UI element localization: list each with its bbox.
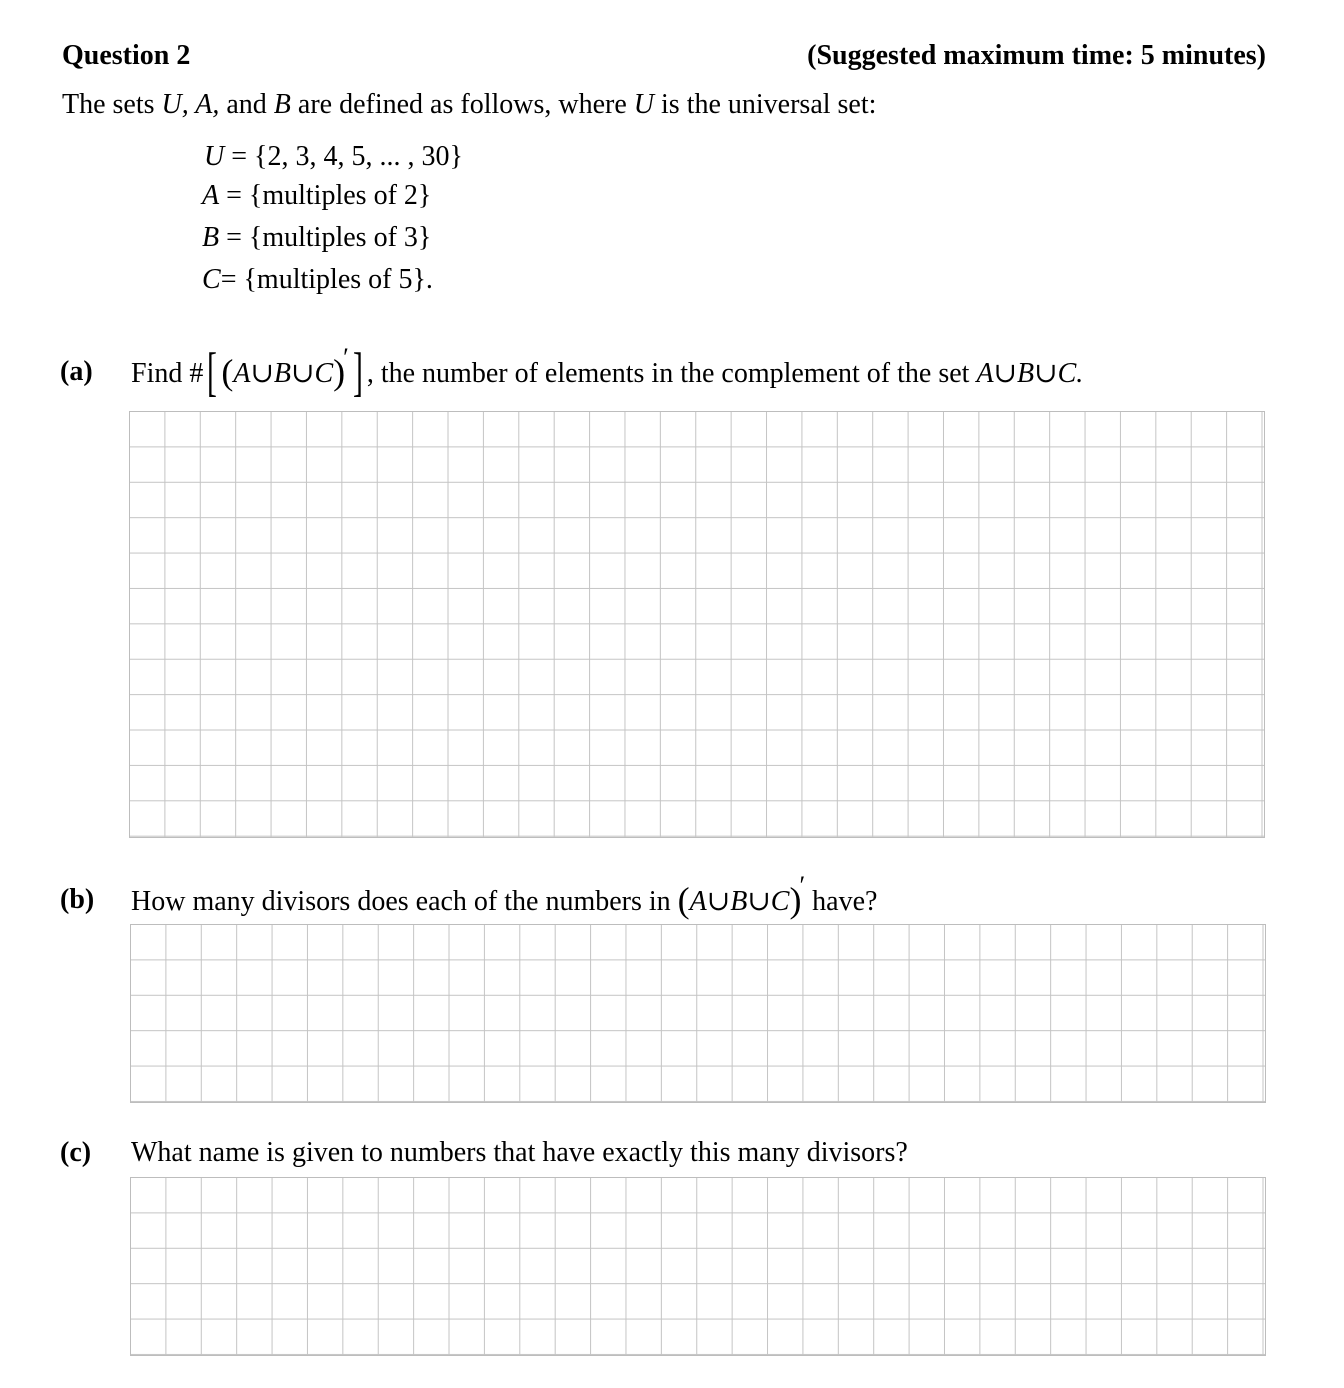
definition-var: B bbox=[202, 222, 220, 253]
intro-text-3: are defined as follows, where bbox=[290, 89, 634, 120]
definition-var: C bbox=[202, 264, 221, 295]
part-a-label: (a) bbox=[60, 356, 93, 387]
definition-c bbox=[202, 264, 433, 296]
definition-a bbox=[202, 180, 431, 212]
question-title: Question 2 bbox=[62, 40, 191, 71]
definition-rhs: {multiples of 3} bbox=[248, 222, 432, 253]
intro-text-2: and bbox=[219, 89, 274, 120]
definition-eq: = bbox=[219, 180, 249, 211]
definition-u bbox=[204, 141, 463, 173]
part-a-question: Find #[ (A∪B∪C)′] , the number of elements in the complement of the set A∪B∪C. bbox=[131, 342, 1084, 402]
part-a-expression-end: A∪B∪C. bbox=[976, 358, 1084, 389]
part-b-question: How many divisors does each of the numbers in (A∪B∪C)′ have? bbox=[131, 871, 878, 920]
definition-eq: = bbox=[219, 222, 249, 253]
definition-rhs: {multiples of 5}. bbox=[243, 264, 433, 295]
intro-var-b: B bbox=[273, 89, 291, 120]
part-b-expression: A∪B∪C bbox=[689, 886, 790, 917]
answer-grid-b[interactable] bbox=[130, 924, 1266, 1103]
part-b-label: (b) bbox=[60, 884, 95, 915]
intro-var-u: U bbox=[633, 89, 655, 120]
definition-rhs: {2, 3, 4, 5, ... , 30} bbox=[254, 141, 463, 172]
part-a-text-2: , the number of elements in the complement of the set bbox=[366, 358, 977, 389]
definition-var: A bbox=[202, 180, 220, 211]
answer-grid-a[interactable] bbox=[129, 411, 1265, 838]
intro-text-1: The sets bbox=[62, 89, 162, 120]
part-c-label: (c) bbox=[60, 1137, 92, 1168]
part-b-text-2: have? bbox=[805, 886, 878, 917]
definition-b bbox=[202, 222, 431, 254]
intro-vars: U, A, bbox=[161, 89, 220, 120]
definition-eq: = bbox=[224, 141, 255, 172]
intro-text bbox=[62, 89, 876, 121]
part-c-question: What name is given to numbers that have exactly this many divisors? bbox=[131, 1137, 908, 1168]
suggested-time: (Suggested maximum time: 5 minutes) bbox=[807, 40, 1266, 71]
definition-eq: = bbox=[220, 264, 244, 295]
intro-text-4: is the universal set: bbox=[654, 89, 877, 120]
complement-prime: ′ bbox=[343, 343, 349, 372]
complement-prime: ′ bbox=[799, 871, 806, 900]
definition-rhs: {multiples of 2} bbox=[248, 180, 432, 211]
part-a-text-1: Find # bbox=[131, 358, 204, 389]
definition-var: U bbox=[204, 141, 225, 172]
answer-grid-c[interactable] bbox=[130, 1177, 1266, 1356]
part-a-expression: A∪B∪C bbox=[233, 358, 334, 389]
part-b-text-1: How many divisors does each of the numbers in bbox=[131, 886, 678, 917]
